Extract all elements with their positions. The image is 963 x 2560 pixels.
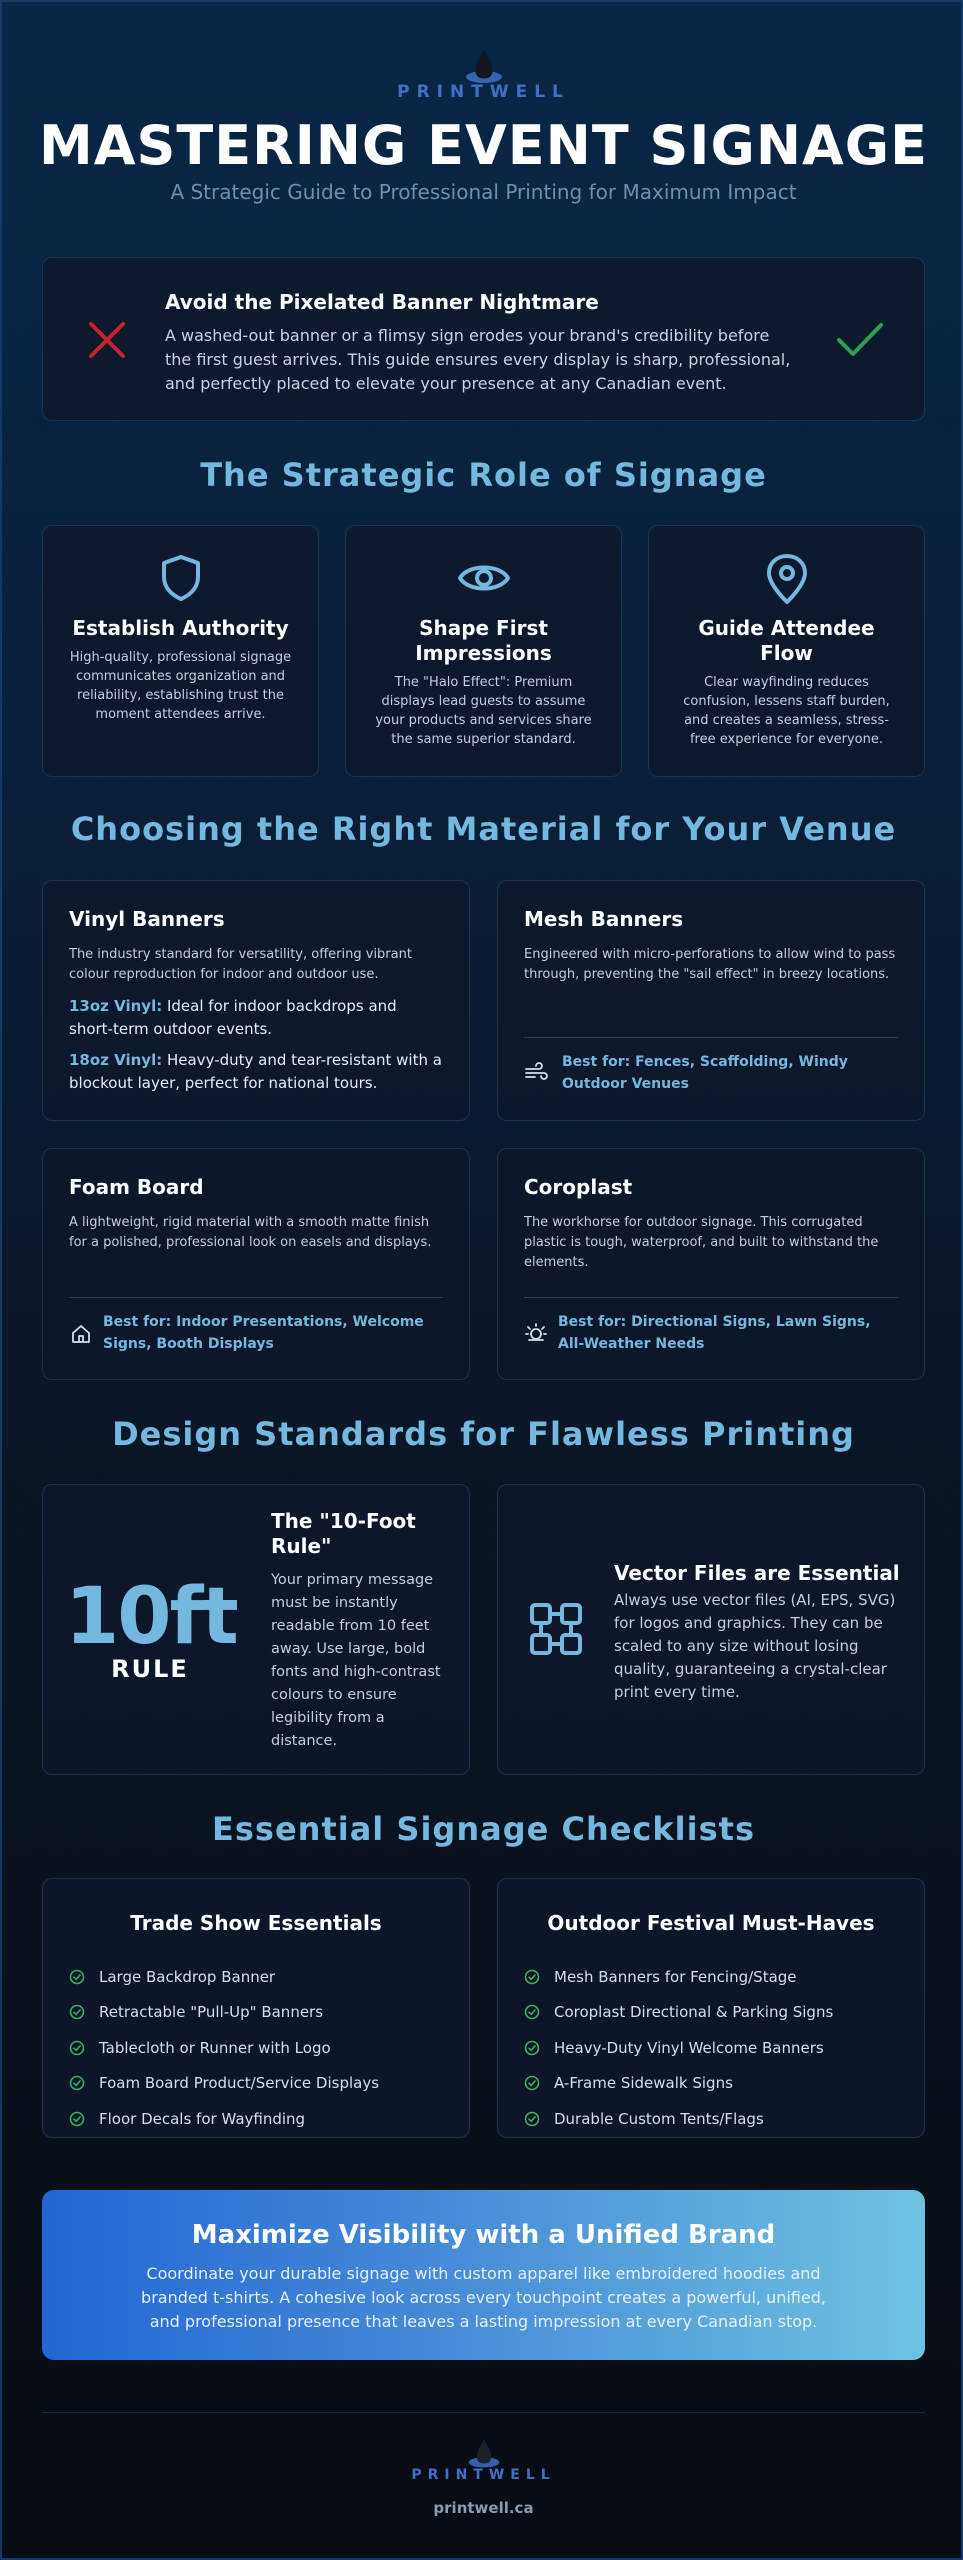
intro-title: Avoid the Pixelated Banner Nightmare xyxy=(165,290,599,314)
check-circle-icon xyxy=(69,2075,85,2091)
x-icon xyxy=(87,320,127,360)
check-circle-icon xyxy=(524,2040,540,2056)
role-title: Guide Attendee Flow xyxy=(698,616,875,665)
role-card-first-impressions xyxy=(345,525,622,777)
checklist-item-label: Large Backdrop Banner xyxy=(99,1967,276,1986)
checklist-item xyxy=(69,1995,379,2031)
material-best-for: Best for: Indoor Presentations, Welcome Signs, Booth Displays xyxy=(103,1314,424,1352)
check-circle-icon xyxy=(524,2075,540,2091)
check-circle-icon xyxy=(524,1969,540,1985)
checklist-item-label: Mesh Banners for Fencing/Stage xyxy=(554,1967,797,1986)
standard-title: The "10-Foot Rule" xyxy=(271,1509,416,1558)
logo-wordmark: PRINTWELL xyxy=(411,2467,556,2483)
material-desc: Engineered with micro-perforations to allow wind to pass through, preventing the "sail effect" in breezy locations. xyxy=(524,947,896,982)
rule-label: RULE xyxy=(111,1655,189,1683)
checklist-item xyxy=(69,2030,379,2066)
role-card-authority xyxy=(42,525,319,777)
standard-title: Vector Files are Essential xyxy=(614,1561,900,1585)
check-circle-icon xyxy=(69,2004,85,2020)
role-title: Shape First Impressions xyxy=(415,616,552,665)
checklist-item-label: Heavy-Duty Vinyl Welcome Banners xyxy=(554,2038,824,2057)
checklist xyxy=(524,1959,833,2137)
checklist xyxy=(69,1959,379,2137)
weather-sun-icon xyxy=(524,1321,548,1345)
material-card-foam xyxy=(42,1148,470,1380)
cta-body: Coordinate your durable signage with custom apparel like embroidered hoodies and branded t-shirts. A cohesive look across every touchpoint creates a powerful, unified, and professional presence that leaves a lasting impression at every Canadian stop. xyxy=(141,2264,826,2331)
divider xyxy=(524,1297,898,1298)
checklist-item xyxy=(69,2101,379,2137)
role-title: Establish Authority xyxy=(72,616,289,640)
intro-card xyxy=(42,257,925,421)
brand-logo xyxy=(2,46,963,102)
intro-body: A washed-out banner or a flimsy sign erodes your brand's credibility before the first guest arrives. This guide ensures every display is sharp, professional, and perfectly placed to elevate your presence at any Canadian event. xyxy=(165,326,791,393)
checklist-item-label: Durable Custom Tents/Flags xyxy=(554,2109,764,2128)
map-pin-icon xyxy=(761,552,813,606)
cta-banner xyxy=(42,2190,925,2360)
vector-nodes-icon xyxy=(528,1601,584,1657)
check-circle-icon xyxy=(524,2004,540,2020)
material-card-coroplast xyxy=(497,1148,925,1380)
checklist-item xyxy=(69,2066,379,2102)
cta-title: Maximize Visibility with a Unified Brand xyxy=(191,2220,776,2250)
checklist-item xyxy=(524,2066,833,2102)
section-title-strategic-role: The Strategic Role of Signage xyxy=(200,456,767,494)
checkmark-icon xyxy=(836,320,884,360)
role-card-attendee-flow xyxy=(648,525,925,777)
shield-icon xyxy=(155,552,207,604)
vinyl-13oz-label: 13oz Vinyl: xyxy=(69,997,163,1015)
footer-divider xyxy=(42,2412,925,2413)
ink-drop-logo-icon xyxy=(464,46,504,86)
standard-card-vector-files xyxy=(497,1484,925,1775)
home-icon xyxy=(69,1322,93,1346)
checklist-item xyxy=(524,1959,833,1995)
material-best-for: Best for: Directional Signs, Lawn Signs, All-Weather Needs xyxy=(558,1314,871,1352)
eye-icon xyxy=(456,552,512,604)
check-circle-icon xyxy=(69,2040,85,2056)
checklist-item xyxy=(524,2101,833,2137)
ink-drop-logo-icon xyxy=(467,2436,501,2470)
material-title: Vinyl Banners xyxy=(69,907,225,931)
check-circle-icon xyxy=(69,2111,85,2127)
vinyl-13oz-text: Ideal for indoor backdrops and short-term outdoor events. xyxy=(69,997,397,1038)
page-subtitle: A Strategic Guide to Professional Printing for Maximum Impact xyxy=(170,180,797,204)
vinyl-18oz-label: 18oz Vinyl: xyxy=(69,1051,163,1069)
logo-wordmark: PRINTWELL xyxy=(397,82,570,102)
material-best-for: Best for: Fences, Scaffolding, Windy Outdoor Venues xyxy=(562,1054,848,1092)
material-title: Mesh Banners xyxy=(524,907,684,931)
role-desc: The "Halo Effect": Premium displays lead guests to assume your products and services share the same superior standard. xyxy=(375,675,592,747)
checklist-item-label: Foam Board Product/Service Displays xyxy=(99,2074,380,2093)
material-title: Foam Board xyxy=(69,1175,204,1199)
standard-body: Your primary message must be instantly readable from 10 feet away. Use large, bold fonts and high-contrast colours to ensure legibility from a distance. xyxy=(271,1572,441,1749)
role-desc: High-quality, professional signage communicates organization and reliability, establishing trust the moment attendees arrive. xyxy=(69,650,292,722)
material-card-vinyl xyxy=(42,880,470,1121)
footer-logo xyxy=(2,2436,963,2483)
checklist-item xyxy=(69,1959,379,1995)
material-desc: A lightweight, rigid material with a smooth matte finish for a polished, professional look on easels and displays. xyxy=(69,1215,432,1250)
vinyl-18oz-line xyxy=(69,1049,443,1095)
checklist-item-label: A-Frame Sidewalk Signs xyxy=(554,2074,733,2093)
page-title: MASTERING EVENT SIGNAGE xyxy=(38,114,929,177)
divider xyxy=(524,1037,898,1038)
section-title-checklists: Essential Signage Checklists xyxy=(212,1810,755,1848)
checklist-item-label: Tablecloth or Runner with Logo xyxy=(99,2038,331,2057)
section-title-materials: Choosing the Right Material for Your Venue xyxy=(70,810,897,848)
checklist-item xyxy=(524,1995,833,2031)
checklist-title: Trade Show Essentials xyxy=(130,1911,382,1935)
divider xyxy=(69,1297,443,1298)
section-title-design-standards: Design Standards for Flawless Printing xyxy=(112,1415,855,1453)
material-card-mesh xyxy=(497,880,925,1121)
checklist-item xyxy=(524,2030,833,2066)
material-desc: The workhorse for outdoor signage. This corrugated plastic is tough, waterproof, and built to withstand the elements. xyxy=(524,1215,879,1270)
checklist-card-trade-show xyxy=(42,1878,470,2138)
checklist-card-festival xyxy=(497,1878,925,2138)
checklist-title: Outdoor Festival Must-Haves xyxy=(547,1911,875,1935)
material-title: Coroplast xyxy=(524,1175,633,1199)
ten-foot-big-label: 10ft xyxy=(65,1572,237,1662)
check-circle-icon xyxy=(524,2111,540,2127)
standard-card-ten-foot-rule xyxy=(42,1484,470,1775)
footer-website-link[interactable]: printwell.ca xyxy=(433,2499,534,2517)
vinyl-18oz-text: Heavy-duty and tear-resistant with a blockout layer, perfect for national tours. xyxy=(69,1051,442,1092)
role-desc: Clear wayfinding reduces confusion, lessens staff burden, and creates a seamless, stress-free experience for everyone. xyxy=(683,675,890,747)
checklist-item-label: Retractable "Pull-Up" Banners xyxy=(99,2003,324,2022)
material-desc: The industry standard for versatility, offering vibrant colour reproduction for indoor and outdoor use. xyxy=(69,947,412,982)
wind-icon xyxy=(524,1061,548,1085)
vinyl-13oz-line xyxy=(69,995,443,1041)
standard-body: Always use vector files (AI, EPS, SVG) for logos and graphics. They can be scaled to any size without losing quality, guaranteeing a crystal-clear print every time. xyxy=(614,1591,896,1701)
checklist-item-label: Floor Decals for Wayfinding xyxy=(99,2109,306,2128)
check-circle-icon xyxy=(69,1969,85,1985)
checklist-item-label: Coroplast Directional & Parking Signs xyxy=(554,2003,834,2022)
